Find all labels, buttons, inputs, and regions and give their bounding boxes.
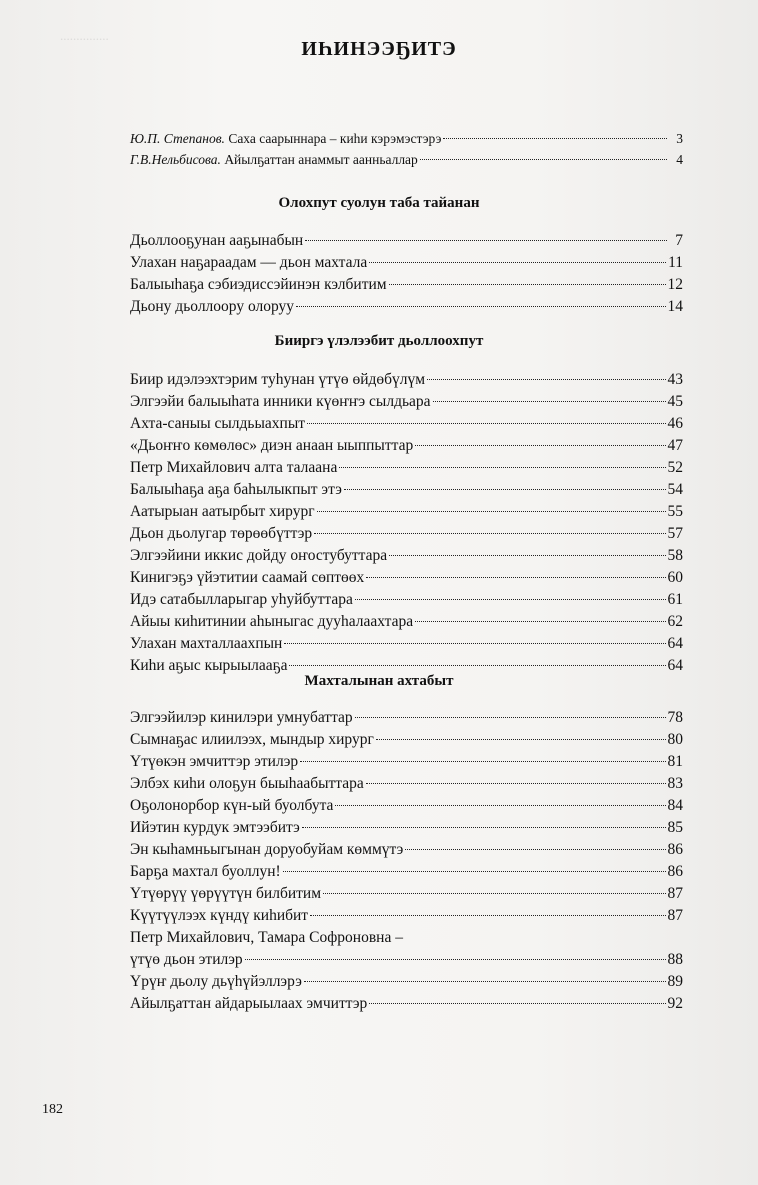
toc-entry-title: Балыыһаҕа аҕа баһылыкпыт этэ [130,481,342,498]
dot-leader [283,871,666,872]
toc-page-number: 83 [667,775,683,792]
toc-page-number: 58 [667,547,683,564]
toc-page-number: 46 [667,415,683,432]
toc-entry-title: Элгээйилэр кинилэри умнубаттар [130,709,353,726]
dot-leader [323,893,665,894]
toc-page-number: 4 [676,152,683,167]
toc-entry [130,230,683,252]
toc-entry-title: Оҕолонорбор күн-ый буолбута [130,797,334,814]
toc-entry [130,501,683,523]
toc-entry-title: Үтүөрүү үөрүүтүн билбитим [130,885,322,902]
dot-leader [443,138,667,139]
toc-entry-title: Эн кыһамньыгынан доруобуйам көммүтэ [130,841,404,858]
toc-entry [130,773,683,795]
toc-entry-title: Улахан наҕараадам — дьон махтала [130,254,368,271]
dot-leader [405,849,665,850]
toc-entry [130,905,683,927]
section-heading: Бииргэ үлэлээбит дьоллоохпут [274,333,484,349]
toc-entry-title: Дьон дьолугар төрөөбүттэр [130,525,313,542]
dot-leader [284,643,665,644]
dot-leader [302,827,666,828]
toc-entry [130,707,683,729]
bleed-through-text: ............... [60,28,109,43]
toc-page-number: 78 [667,709,683,726]
toc-page-number: 52 [667,459,683,476]
toc-entry-title: үтүө дьон этилэр [130,951,243,968]
dot-leader [389,284,666,285]
toc-entry-title: Дьоллооҕунан ааҕынабын [130,232,304,249]
toc-entry [130,435,683,457]
toc-entry-title: Кинигэҕэ үйэтитии саамай сөптөөх [130,569,365,586]
toc-entry-title: Барҕа махтал буоллун! [130,863,281,880]
dot-leader [415,445,665,446]
toc-page-number: 87 [667,907,683,924]
toc-entry-text: Айылҕаттан анаммыт аанньаллар [220,152,418,167]
toc-entry [130,128,683,149]
toc-page-number: 81 [667,753,683,770]
toc-entry [130,296,683,318]
toc-page-number: 86 [667,841,683,858]
toc-entry-title: Улахан махталлаахпын [130,635,283,652]
dot-leader [366,783,666,784]
toc-page-number: 64 [667,657,683,674]
dot-leader [355,599,666,600]
toc-entry-title: Үрүҥ дьолу дьүһүйэллэрэ [130,973,302,990]
toc-entry-title: Петр Михайлович, Тамара Софроновна – [130,929,403,946]
toc-page-number: 3 [676,131,683,146]
toc-entry-title: Элбэх киһи олоҕун быыһаабыттара [130,775,364,792]
dot-leader [245,959,666,960]
section-entries [130,707,683,1015]
toc-entry [130,861,683,883]
toc-page-number: 64 [667,635,683,652]
dot-leader [427,379,665,380]
section-heading: Олохпут суолун таба тайанан [278,195,480,211]
toc-entry [130,589,683,611]
toc-entry [130,149,683,170]
toc-entry-title: Айылҕаттан айдарыылаах эмчиттэр [130,995,368,1012]
toc-page-number: 86 [667,863,683,880]
toc-entry-title: Идэ сатабылларыгар уһуйбуттара [130,591,353,608]
toc-page-number: 55 [667,503,683,520]
dot-leader [296,306,665,307]
dot-leader [344,489,666,490]
section-entries [130,369,683,677]
toc-page-number: 57 [667,525,683,542]
toc-entry-title: Сымнаҕас илиилээх, мындыр хирург [130,731,374,748]
toc-entry [130,751,683,773]
toc-page-number: 89 [667,973,683,990]
toc-entry [130,633,683,655]
toc-entry-title [130,149,418,170]
toc-entry [130,817,683,839]
toc-page-number: 14 [667,298,683,315]
toc-entry [130,795,683,817]
toc-entry-title: Ахта-саныы сылдьыахпыт [130,415,306,432]
dot-leader [420,159,667,160]
toc-page-number: 92 [667,995,683,1012]
page-number: 182 [42,1102,63,1117]
toc-entry-title: Үтүөкэн эмчиттэр этилэр [130,753,299,770]
toc-entry-title: Петр Михайлович алта талаана [130,459,338,476]
toc-page-number: 88 [667,951,683,968]
toc-entry-title: Киһи аҕыс кырыылааҕа [130,657,288,674]
dot-leader [433,401,666,402]
toc-entry [130,274,683,296]
toc-entry-title: Балыыһаҕа сэбиэдиссэйинэн кэлбитим [130,276,387,293]
toc-entry-text: Саха саарыннара – киһи кэрэмэстэрэ [224,131,442,146]
dot-leader [304,981,666,982]
toc-entry-title: Айыы киһитинии аһыныгас дууһалаахтара [130,613,414,630]
dot-leader [335,805,665,806]
dot-leader [339,467,665,468]
toc-entry-title [130,128,441,149]
toc-page-number: 12 [667,276,683,293]
toc-page-number: 54 [667,481,683,498]
dot-leader [376,739,666,740]
toc-entry-title: Ийэтин курдук эмтээбитэ [130,819,300,836]
toc-entry [130,413,683,435]
toc-entry-title: Биир идэлээхтэрим туһунан үтүө өйдөбүлүм [130,371,426,388]
section-heading: Махталынан ахтабыт [304,673,454,689]
toc-entry-title: «Дьоҥҥо көмөлөс» диэн анаан ыыппыттар [130,437,414,454]
page-title: ИҺИНЭЭҔИТЭ [301,38,457,60]
toc-page-number: 45 [667,393,683,410]
dot-leader [310,915,665,916]
toc-entry [130,883,683,905]
toc-entry [130,479,683,501]
toc-page-number: 47 [667,437,683,454]
toc-entry [130,391,683,413]
toc-entry [130,567,683,589]
toc-page-number: 85 [667,819,683,836]
dot-leader [389,555,665,556]
toc-entry [130,611,683,633]
toc-entry [130,545,683,567]
toc-page-number: 62 [667,613,683,630]
dot-leader [305,240,667,241]
toc-entry [130,523,683,545]
toc-entry-title: Дьону дьоллоору олоруу [130,298,295,315]
section-entries [130,230,683,318]
dot-leader [366,577,665,578]
toc-entry-title: Аатырыан аатырбыт хирург [130,503,315,520]
toc-entry [130,839,683,861]
dot-leader [314,533,665,534]
toc-page-number: 60 [667,569,683,586]
dot-leader [300,761,665,762]
toc-entry [130,457,683,479]
toc-entry [130,927,683,949]
toc-entry [130,949,683,971]
toc-entry-title: Элгээйи балыыһата инники күөҥҥэ сылдьара [130,393,431,410]
toc-entry [130,369,683,391]
toc-entry-author: Г.В.Нельбисова. [130,152,221,167]
dot-leader [307,423,665,424]
toc-entry [130,252,683,274]
dot-leader [317,511,666,512]
dot-leader [289,665,665,666]
toc-entry-title: Элгээйини иккис дойду оҥостубуттара [130,547,388,564]
dot-leader [355,717,666,718]
toc-entry-author: Ю.П. Степанов. [130,131,225,146]
dot-leader [415,621,665,622]
toc-page-number: 61 [667,591,683,608]
toc-page-number: 87 [667,885,683,902]
toc-entry-title: Күүтүүлээх күндү киһибит [130,907,309,924]
dot-leader [369,262,666,263]
toc-page-number: 43 [667,371,683,388]
toc-page-number: 11 [668,254,683,271]
toc-entry [130,729,683,751]
intro-entries [130,128,683,170]
toc-entry [130,993,683,1015]
toc-entry [130,971,683,993]
toc-page-number: 84 [667,797,683,814]
toc-page-number: 80 [667,731,683,748]
toc-page-number: 7 [675,232,683,249]
dot-leader [369,1003,665,1004]
